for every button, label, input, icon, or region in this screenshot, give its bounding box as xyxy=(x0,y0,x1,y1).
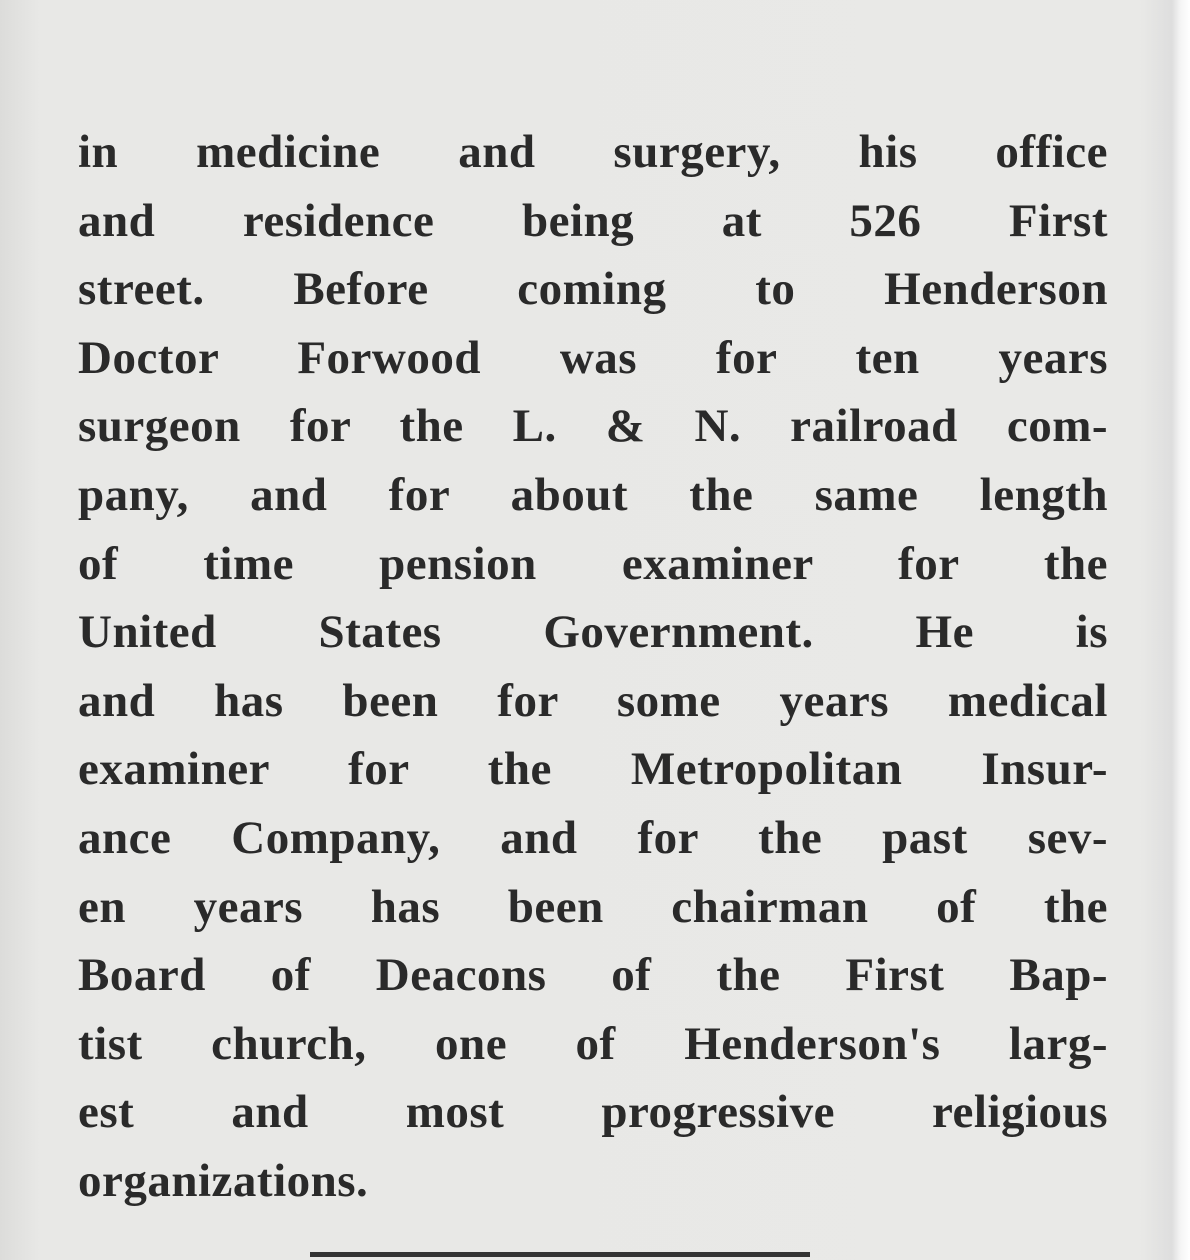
article-line: tist church, one of Henderson's larg- xyxy=(78,1017,1108,1070)
article-line: pany, and for about the same length xyxy=(78,468,1108,521)
article-line: Doctor Forwood was for ten years xyxy=(78,331,1108,384)
article-line: and has been for some years medical xyxy=(78,674,1108,727)
article-line-final: organizations. xyxy=(78,1154,369,1207)
article-line: en years has been chairman of the xyxy=(78,880,1108,933)
article-line: of time pension examiner for the xyxy=(78,537,1108,590)
article-line: surgeon for the L. & N. railroad com- xyxy=(78,400,1108,453)
article-line: in medicine and surgery, his office xyxy=(78,126,1108,178)
article-line: Board of Deacons of the First Bap- xyxy=(78,949,1108,1002)
article-line: examiner for the Metropolitan Insur- xyxy=(78,743,1108,796)
article-line: United States Government. He is xyxy=(78,606,1108,659)
article-line: street. Before coming to Henderson xyxy=(78,263,1108,316)
article-line: ance Company, and for the past sev- xyxy=(78,811,1108,864)
article-line: and residence being at 526 First xyxy=(78,194,1108,247)
column-divider-rule xyxy=(310,1252,810,1257)
article-line: est and most progressive religious xyxy=(78,1086,1108,1139)
article-text xyxy=(78,118,1108,1216)
